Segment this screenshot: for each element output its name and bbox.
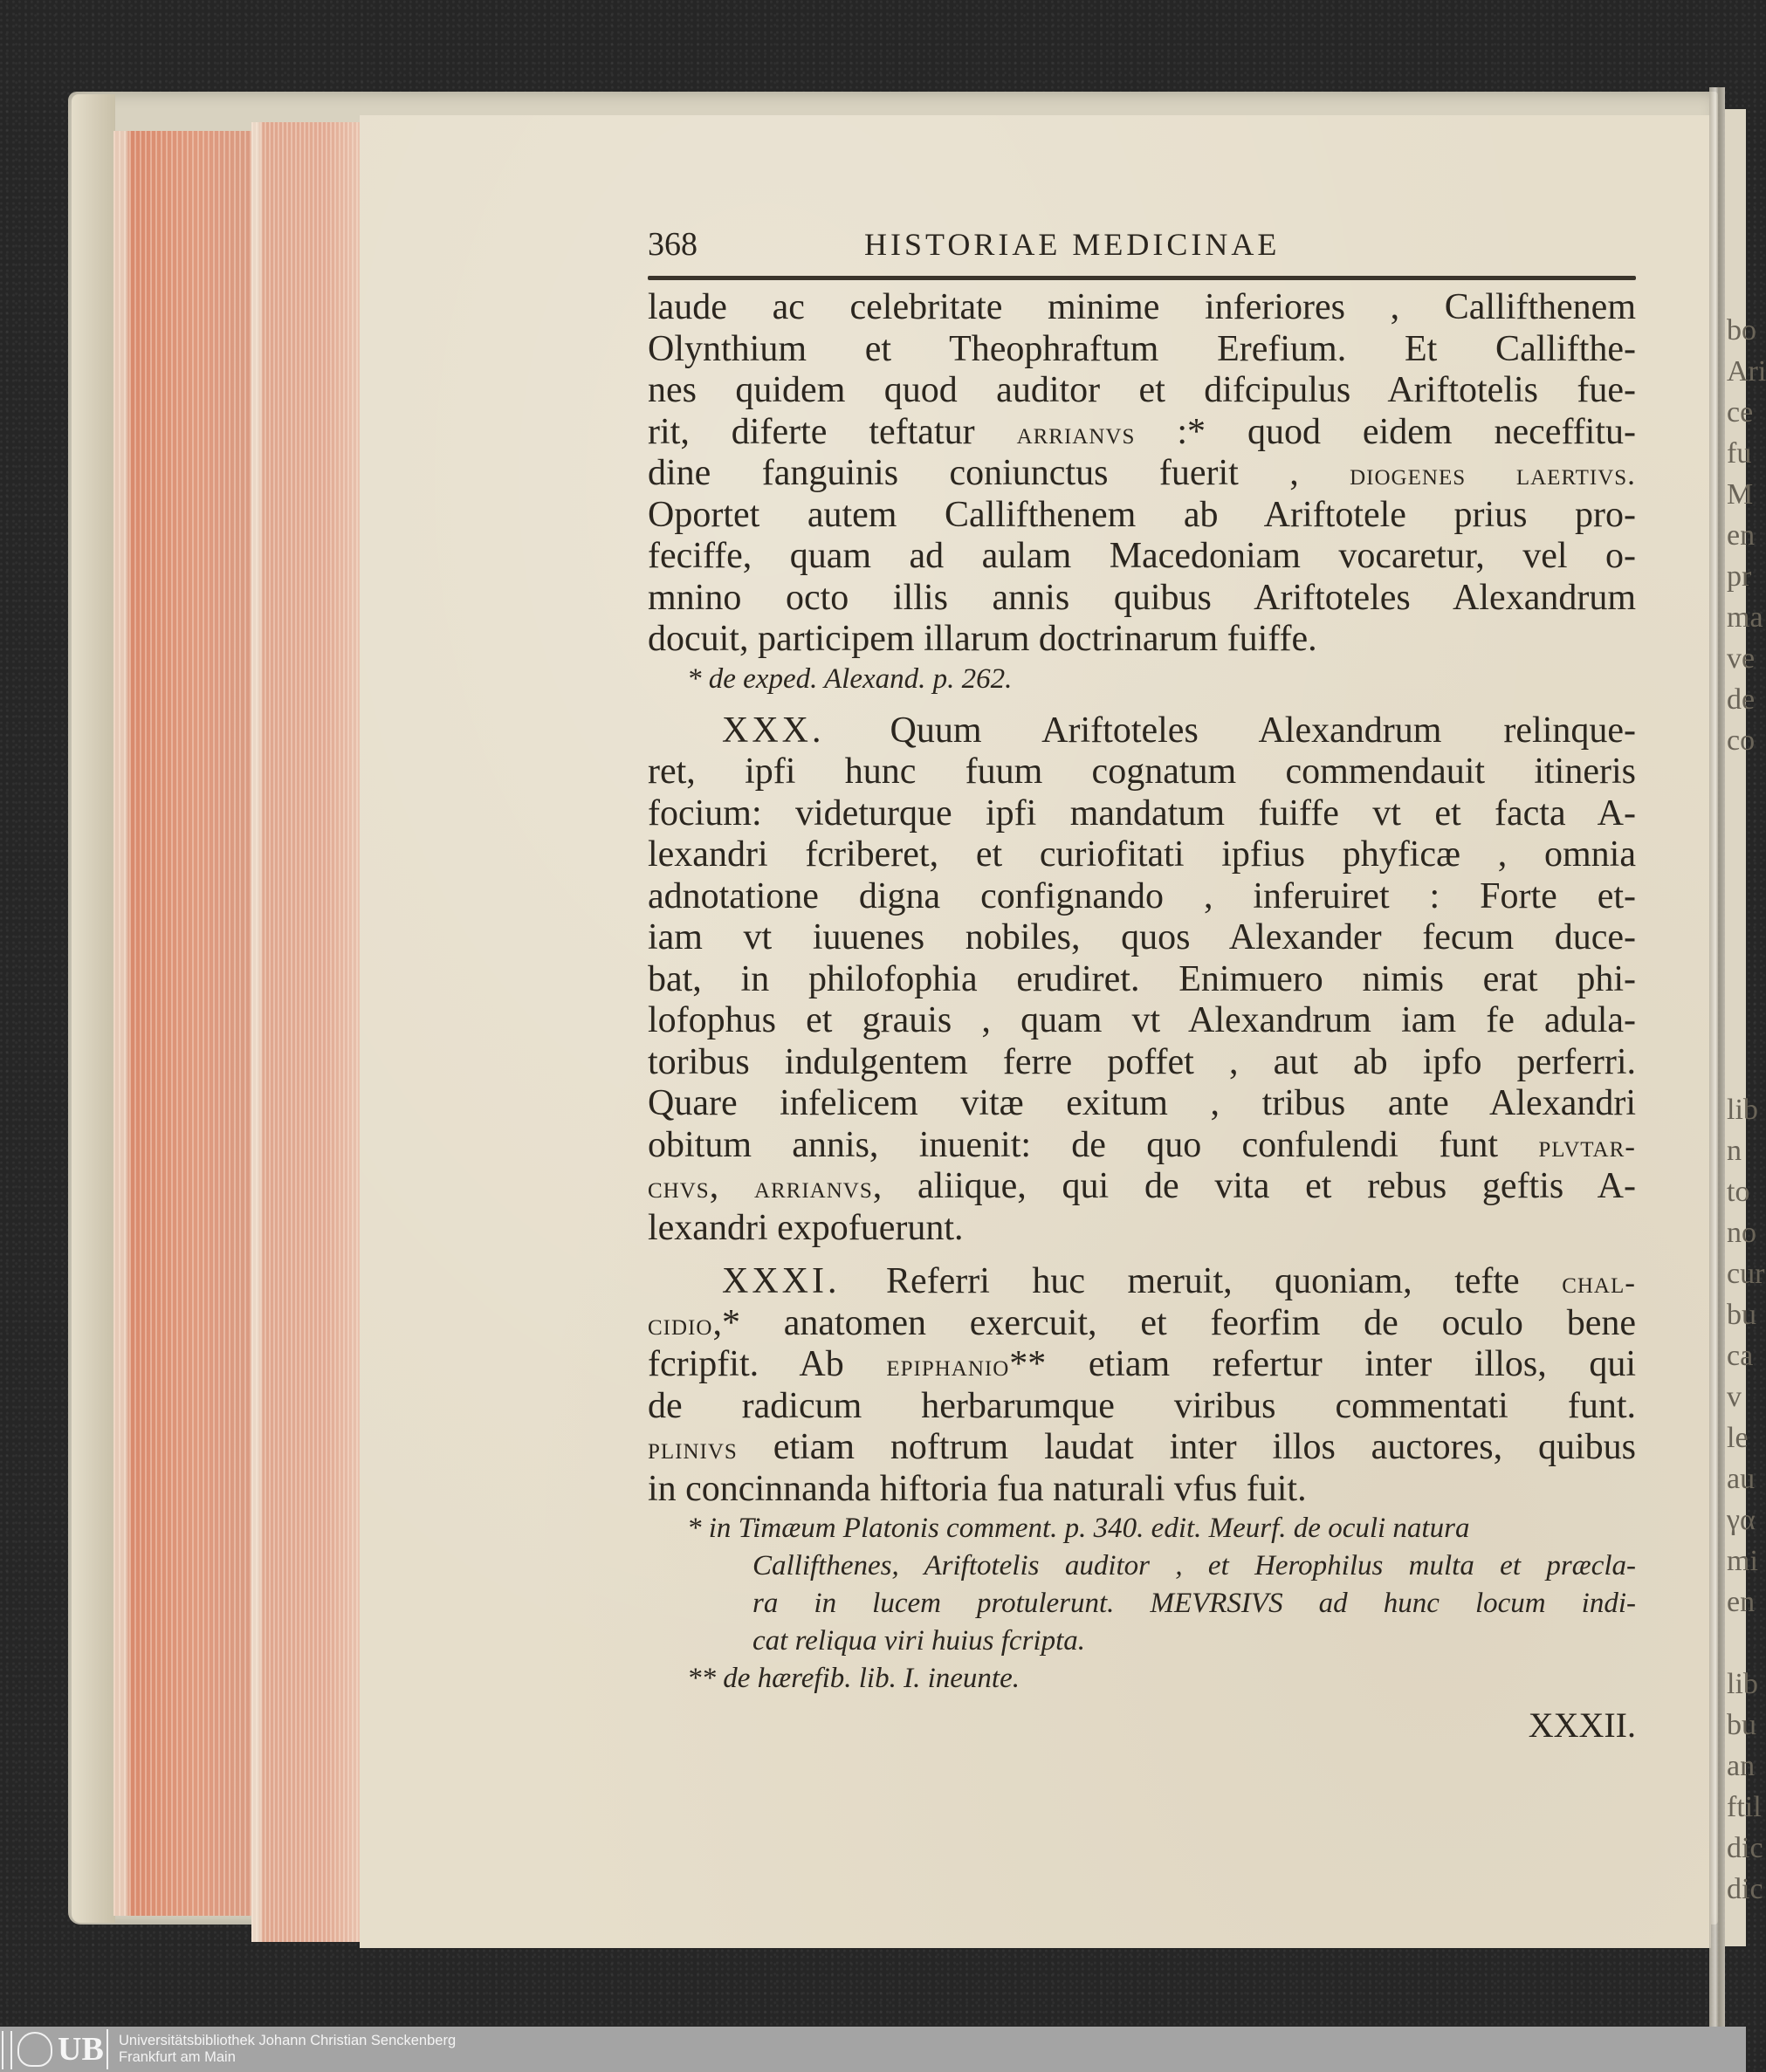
institution-city: Frankfurt am Main xyxy=(119,2049,236,2065)
text-run: ret, ipfi hunc fuum cognatum commendauit itineris xyxy=(648,751,1636,792)
paragraph xyxy=(648,287,1636,698)
facing-page-fragment: bo xyxy=(1727,314,1756,346)
text-run: focium: videturque ipfi mandatum fuiffe vt et facta A- xyxy=(648,792,1636,834)
text-line xyxy=(648,917,1636,959)
author-name: arrianvs xyxy=(753,1170,873,1204)
facing-page-fragment: an xyxy=(1727,1750,1756,1782)
facing-page-fragment: co xyxy=(1727,724,1756,757)
text-line xyxy=(648,578,1636,620)
facing-page-fragment xyxy=(1727,884,1746,925)
facing-page-fragment xyxy=(1727,1623,1746,1664)
text-line xyxy=(648,751,1636,793)
text-line xyxy=(648,710,1636,752)
author-name: epiphanio xyxy=(886,1348,1010,1382)
facing-page-fragment: ca xyxy=(1727,1340,1754,1372)
text-line xyxy=(648,1386,1636,1428)
facing-page-fragment xyxy=(1727,1048,1746,1089)
text-line xyxy=(648,1000,1636,1042)
text-run: in concinnanda hiftoria fua naturali vfus fuit. xyxy=(648,1468,1307,1509)
facing-page-fragment: n xyxy=(1727,1135,1742,1167)
text-run: lofophus et grauis , quam vt Alexandrum iam fe adula- xyxy=(648,1000,1636,1040)
facing-page-fragment xyxy=(1727,761,1746,802)
facing-page-fragment: en xyxy=(1727,519,1756,552)
facing-page-fragment: to xyxy=(1727,1176,1750,1208)
text-run: mnino octo illis annis quibus Ariftoteles Alexandrum xyxy=(648,577,1636,618)
text-run: nes quidem quod auditor et difcipulus Ariftotelis fue- xyxy=(648,370,1636,410)
text-run: bat, in philofophia erudiret. Enimuero nimis erat phi- xyxy=(648,958,1636,999)
text-run: etiam noftrum laudat inter illos auctores, quibus xyxy=(737,1427,1636,1467)
facing-page-fragment: lib xyxy=(1727,1668,1758,1700)
author-name: plinivs xyxy=(648,1431,738,1465)
footnote-line: ra in lucem protulerunt. MEVRSIVS ad hunc locum indi- xyxy=(752,1588,1636,1619)
facing-page-fragment: ve xyxy=(1727,642,1756,675)
author-name: chvs xyxy=(648,1170,710,1204)
facing-page-fragment xyxy=(1727,925,1746,966)
text-run: iam vt iuuenes nobiles, quos Alexander fecum duce- xyxy=(648,917,1636,957)
facing-page-fragment: au xyxy=(1727,1463,1756,1495)
facing-page-fragment xyxy=(1727,843,1746,884)
section-number: XXXI. xyxy=(722,1261,886,1301)
footnote-line: Callifthenes, Ariftotelis auditor , et Herophilus multa et præcla- xyxy=(752,1550,1636,1581)
author-name: cidio xyxy=(648,1307,713,1341)
text-line xyxy=(648,1166,1636,1208)
text-run: Referri huc meruit, quoniam, tefte xyxy=(885,1261,1563,1301)
text-run: adnotatione digna confignando , inferuiret : Forte et- xyxy=(648,875,1636,916)
text-run: Quum Ariftoteles Alexandrum relinque- xyxy=(890,710,1636,751)
page-edges-inner xyxy=(251,122,360,1942)
facing-page-fragment: no xyxy=(1727,1217,1756,1249)
section-number: XXX. xyxy=(722,710,890,751)
text-run: Quare infelicem vitæ exitum , tribus ante Alexandri xyxy=(648,1083,1636,1123)
text-line xyxy=(648,1303,1636,1345)
binding-turn-in xyxy=(72,94,115,1923)
text-line xyxy=(648,1083,1636,1125)
text-line xyxy=(648,834,1636,876)
facing-page-fragment: ce xyxy=(1727,396,1754,429)
text-line xyxy=(648,1344,1636,1386)
text-run: ,* anatomen exercuit, et feorfim de oculo bene xyxy=(712,1302,1636,1343)
text-line xyxy=(648,287,1636,329)
text-run: fcripfit. Ab xyxy=(648,1344,887,1384)
text-line xyxy=(648,329,1636,371)
author-name: chal- xyxy=(1562,1266,1636,1300)
text-line xyxy=(648,412,1636,454)
facing-page-fragment: de xyxy=(1727,683,1756,716)
institution-name: Universitätsbibliothek Johann Christian Senckenberg xyxy=(119,2033,457,2048)
facing-page-fragment: v xyxy=(1727,1381,1742,1413)
text-line xyxy=(648,1042,1636,1084)
facing-page-fragment: cur xyxy=(1727,1258,1765,1290)
facing-page-fragment: lib xyxy=(1727,1094,1758,1126)
author-name: arrianvs xyxy=(1016,415,1136,450)
text-run: Oportet autem Callifthenem ab Ariftotele prius pro- xyxy=(648,494,1636,535)
text-line xyxy=(648,495,1636,537)
text-run: , aliique, qui de vita et rebus geftis A- xyxy=(872,1166,1636,1206)
paragraph xyxy=(648,710,1636,1250)
text-run: laude ac celebritate minime inferiores , Callifthenem xyxy=(648,287,1636,327)
text-line xyxy=(648,1261,1636,1303)
facing-page-fragment xyxy=(1727,1007,1746,1048)
author-name: diogenes laertivs. xyxy=(1350,457,1636,491)
facing-page-fragment: pr xyxy=(1727,560,1752,593)
footnote-line: * in Timæum Platonis comment. p. 340. edit. Meurf. de oculi natura xyxy=(687,1513,1470,1544)
text-run: lexandri expofuerunt. xyxy=(648,1207,964,1248)
glass-plate-edge xyxy=(1709,87,1725,2042)
text-line xyxy=(648,1125,1636,1167)
text-run: , xyxy=(709,1166,754,1206)
portrait-bust-icon xyxy=(17,2032,52,2067)
text-line xyxy=(648,370,1636,412)
text-line xyxy=(648,876,1636,918)
header-rule xyxy=(648,276,1636,280)
text-line xyxy=(648,959,1636,1001)
text-line xyxy=(648,1208,1636,1250)
facing-page-fragment: Ari xyxy=(1727,355,1766,388)
logo-text: UB xyxy=(58,2031,104,2068)
text-run: ** etiam refertur inter illos, qui xyxy=(1009,1344,1636,1384)
facing-page-fragment: le xyxy=(1727,1422,1749,1454)
catchword: XXXII. xyxy=(1528,1705,1636,1745)
footer-text xyxy=(119,2033,456,2066)
text-line xyxy=(648,1427,1636,1469)
footnote-line: ** de hærefib. lib. I. ineunte. xyxy=(687,1663,1020,1694)
facing-page-fragment: fu xyxy=(1727,437,1752,470)
text-run: lexandri fcriberet, et curiofitati ipfius phyficæ , omnia xyxy=(648,834,1636,875)
facing-page-fragment: dic xyxy=(1727,1832,1763,1864)
text-run: toribus indulgentem ferre poffet , aut ab ipfo perferri. xyxy=(648,1041,1636,1082)
facing-page-fragment: en xyxy=(1727,1586,1756,1618)
text-run: dine fanguinis coniunctus fuerit , xyxy=(648,453,1350,493)
facing-page-fragment xyxy=(1727,802,1746,843)
facing-page-fragment: ma xyxy=(1727,601,1763,634)
facing-page-fragment: mi xyxy=(1727,1545,1758,1577)
text-run: :* quod eidem neceffitu- xyxy=(1135,411,1636,452)
facing-page-fragment: ftil xyxy=(1727,1791,1762,1823)
text-run: obitum annis, inuenit: de quo confulendi funt xyxy=(648,1124,1539,1165)
text-line xyxy=(648,1469,1636,1511)
footnote-line: * de exped. Alexand. p. 262. xyxy=(687,662,1013,695)
facing-page-fragment: γα xyxy=(1727,1504,1756,1536)
text-line xyxy=(648,453,1636,495)
running-title: HISTORIAE MEDICINAE xyxy=(864,227,1281,262)
text-line xyxy=(648,793,1636,835)
body-text xyxy=(648,287,1636,1698)
text-line xyxy=(648,536,1636,578)
facing-page-fragment xyxy=(1727,966,1746,1007)
page-text-block xyxy=(648,225,1636,1752)
page-number: 368 xyxy=(648,226,697,263)
paragraph xyxy=(648,1261,1636,1698)
text-run: rit, diferte teftatur xyxy=(648,411,1017,452)
library-footer-bar xyxy=(0,2027,1746,2072)
footnote-line: cat reliqua viri huius fcripta. xyxy=(752,1625,1085,1657)
column-icon xyxy=(2,2031,12,2069)
facing-page-fragment: dic xyxy=(1727,1873,1763,1905)
facing-page-fragment: M xyxy=(1727,478,1754,511)
text-run: de radicum herbarumque viribus commentati funt. xyxy=(648,1385,1636,1426)
facing-page-text xyxy=(1727,310,1766,1910)
text-run: Olynthium et Theophraftum Erefium. Et Callifthe- xyxy=(648,328,1636,369)
facing-page-fragment: bu xyxy=(1727,1299,1756,1331)
text-run: feciffe, quam ad aulam Macedoniam vocaretur, vel o- xyxy=(648,536,1636,576)
text-run: docuit, participem illarum doctrinarum fuiffe. xyxy=(648,619,1317,659)
page-edges-outer xyxy=(113,131,251,1916)
ub-logo xyxy=(3,2029,108,2069)
text-line xyxy=(648,619,1636,661)
facing-page-fragment: bu xyxy=(1727,1709,1756,1741)
running-head xyxy=(648,225,1636,271)
author-name: plvtar- xyxy=(1538,1129,1636,1163)
